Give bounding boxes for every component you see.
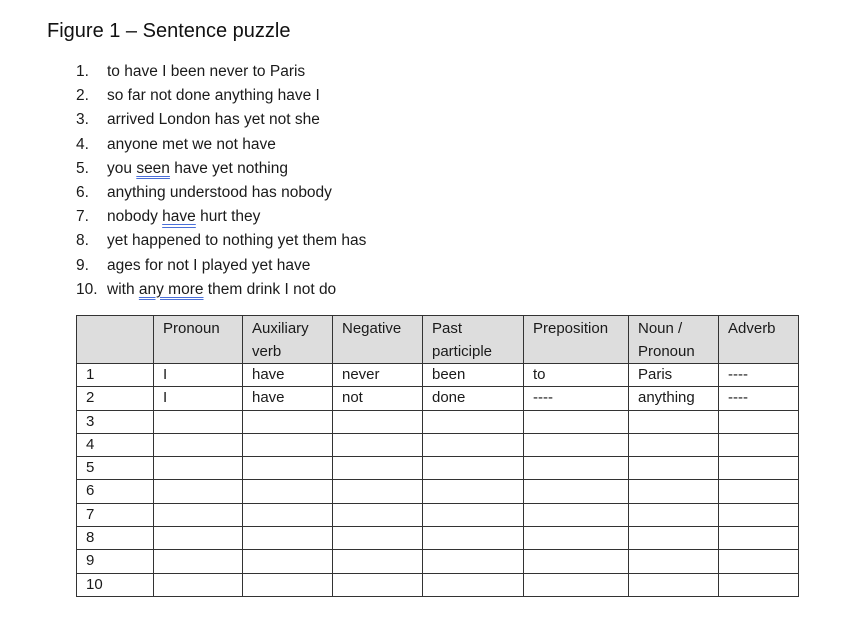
cell-auxiliary-verb[interactable] [243,573,333,596]
cell-noun-pronoun[interactable] [629,480,719,503]
cell-pronoun[interactable] [154,550,243,573]
cell-pronoun[interactable] [154,433,243,456]
cell-preposition[interactable] [524,457,629,480]
list-item [76,205,366,229]
sentence-text-part: hurt they [195,208,261,226]
sentence-text: yet happened to nothing yet them has [107,232,367,250]
cell-row-number: 8 [77,527,154,550]
sentence-text: arrived London has yet not she [107,111,320,129]
list-number: 6. [76,183,89,201]
list-number: 1. [76,63,89,80]
cell-adverb[interactable] [719,433,799,456]
cell-auxiliary-verb[interactable] [243,457,333,480]
cell-negative[interactable] [333,480,423,503]
cell-adverb[interactable] [719,480,799,503]
cell-past-participle[interactable] [423,480,524,503]
cell-noun-pronoun[interactable] [629,433,719,456]
sentence-text: anything understood has nobody [107,183,332,201]
cell-row-number: 1 [77,364,154,387]
table-row [77,433,799,456]
sentence-table [76,315,799,597]
cell-adverb[interactable] [719,573,799,596]
cell-row-number: 6 [77,480,154,503]
sentence-text-part: have yet nothing [169,159,288,177]
sentence-text-part: them drink I not do [203,280,337,298]
sentence-text: ages for not I played yet have [107,256,311,274]
cell-noun-pronoun[interactable] [629,527,719,550]
cell-negative[interactable] [333,550,423,573]
cell-auxiliary-verb[interactable] [243,433,333,456]
grammar-flagged-word[interactable]: have [162,208,196,226]
table-row [77,364,799,387]
table-row [77,550,799,573]
sentence-list [76,60,366,302]
header-cell-auxiliary-verb: Auxiliary verb [243,316,333,364]
cell-adverb[interactable]: ---- [719,387,799,410]
table-row [77,457,799,480]
header-cell-past-participle: Past participle [423,316,524,364]
cell-negative[interactable]: never [333,364,423,387]
cell-noun-pronoun[interactable]: anything [629,387,719,410]
cell-adverb[interactable] [719,550,799,573]
cell-negative[interactable]: not [333,387,423,410]
list-number: 5. [76,159,89,177]
cell-preposition[interactable] [524,410,629,433]
cell-negative[interactable] [333,433,423,456]
sentence-text: so far not done anything have I [107,87,320,105]
list-item [76,133,366,157]
table-header-row [77,316,799,364]
sentence-text: anyone met we not have [107,135,276,153]
cell-noun-pronoun[interactable] [629,573,719,596]
cell-preposition[interactable]: ---- [524,387,629,410]
cell-past-participle[interactable] [423,503,524,526]
header-cell-number [77,316,154,364]
header-cell-pronoun: Pronoun [154,316,243,364]
list-number: 2. [76,87,89,105]
cell-pronoun[interactable]: I [154,364,243,387]
list-item [76,181,366,205]
cell-past-participle[interactable] [423,457,524,480]
list-number: 7. [76,208,89,226]
cell-past-participle[interactable] [423,573,524,596]
table-row [77,387,799,410]
table-row [77,503,799,526]
cell-preposition[interactable] [524,480,629,503]
header-cell-preposition: Preposition [524,316,629,364]
sentence-text-part: with [107,280,139,298]
cell-auxiliary-verb[interactable] [243,480,333,503]
cell-pronoun[interactable] [154,410,243,433]
cell-row-number: 10 [77,573,154,596]
cell-past-participle[interactable] [423,410,524,433]
list-item [76,84,366,108]
cell-past-participle[interactable]: been [423,364,524,387]
cell-preposition[interactable] [524,433,629,456]
cell-row-number: 2 [77,387,154,410]
cell-noun-pronoun[interactable] [629,503,719,526]
cell-preposition[interactable] [524,527,629,550]
cell-negative[interactable] [333,457,423,480]
cell-preposition[interactable] [524,573,629,596]
table-row [77,573,799,596]
cell-row-number: 9 [77,550,154,573]
grammar-flagged-word[interactable]: any more [138,280,204,298]
cell-preposition[interactable] [524,550,629,573]
cell-negative[interactable] [333,503,423,526]
cell-past-participle[interactable] [423,550,524,573]
cell-adverb[interactable] [719,527,799,550]
list-number: 10. [76,280,98,298]
cell-auxiliary-verb[interactable]: have [243,364,333,387]
list-item [76,108,366,132]
cell-pronoun[interactable] [154,527,243,550]
header-cell-noun-pronoun: Noun / Pronoun [629,316,719,364]
cell-auxiliary-verb[interactable] [243,410,333,433]
cell-pronoun[interactable] [154,457,243,480]
cell-pronoun[interactable] [154,573,243,596]
cell-pronoun[interactable] [154,480,243,503]
cell-negative[interactable] [333,573,423,596]
list-number: 4. [76,135,89,153]
cell-noun-pronoun[interactable] [629,457,719,480]
cell-noun-pronoun[interactable] [629,550,719,573]
cell-auxiliary-verb[interactable] [243,550,333,573]
cell-adverb[interactable] [719,410,799,433]
cell-adverb[interactable]: ---- [719,364,799,387]
cell-negative[interactable] [333,410,423,433]
cell-past-participle[interactable]: done [423,387,524,410]
cell-preposition[interactable] [524,503,629,526]
cell-row-number: 3 [77,410,154,433]
table-row [77,480,799,503]
cell-auxiliary-verb[interactable]: have [243,387,333,410]
list-item [76,278,366,302]
list-item [76,229,366,253]
cell-adverb[interactable] [719,503,799,526]
list-item [76,157,366,181]
cell-pronoun[interactable]: I [154,387,243,410]
list-number: 9. [76,256,89,274]
cell-past-participle[interactable] [423,527,524,550]
cell-auxiliary-verb[interactable] [243,527,333,550]
cell-adverb[interactable] [719,457,799,480]
cell-row-number: 4 [77,433,154,456]
header-cell-negative: Negative [333,316,423,364]
cell-noun-pronoun[interactable] [629,410,719,433]
cell-pronoun[interactable] [154,503,243,526]
cell-noun-pronoun[interactable]: Paris [629,364,719,387]
figure-title: Figure 1 – Sentence puzzle [47,20,291,42]
cell-negative[interactable] [333,527,423,550]
list-number: 3. [76,111,89,129]
list-item [76,254,366,278]
cell-row-number: 7 [77,503,154,526]
cell-auxiliary-verb[interactable] [243,503,333,526]
sentence-text: to have I been never to Paris [107,63,306,80]
list-item [76,60,366,84]
cell-preposition[interactable]: to [524,364,629,387]
sentence-text-part: nobody [107,208,163,226]
cell-past-participle[interactable] [423,433,524,456]
grammar-flagged-word[interactable]: seen [136,159,170,177]
list-number: 8. [76,232,89,250]
sentence-text-part: you [107,159,137,177]
table-row [77,410,799,433]
table-row [77,527,799,550]
cell-row-number: 5 [77,457,154,480]
header-cell-adverb: Adverb [719,316,799,364]
